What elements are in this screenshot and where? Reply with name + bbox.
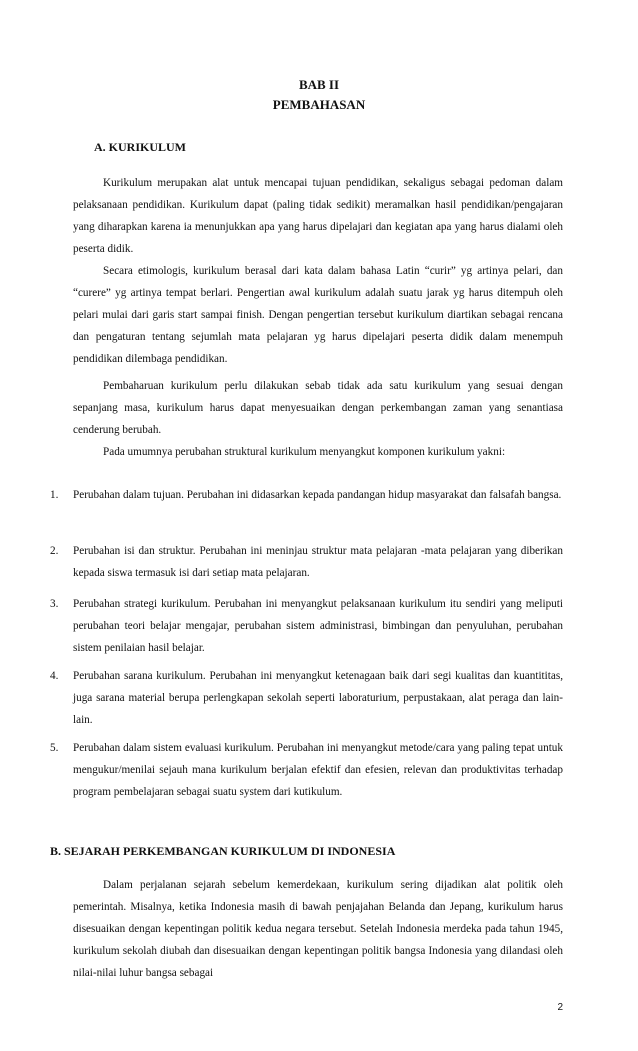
list-number: 3. — [50, 598, 59, 610]
paragraph-5: Dalam perjalanan sejarah sebelum kemerdekaan, kurikulum sering dijadikan alat politik oleh pemerintah. Misalnya, ketika Indonesia masih di bawah penjajahan Belanda dan Jepang, kurikulum harus disesuaikan dengan kepentingan politik kedua negara tersebut. Setelah Indonesia merdeka pada tahun 1945, kurikulum sekolah diubah dan disesuaikan dengan kepentingan politik bangsa Indonesia yang dilandasi oleh nilai-nilai luhur bangsa sebagai — [73, 879, 563, 979]
list-item — [50, 737, 563, 803]
list-item — [50, 593, 563, 659]
list-item — [50, 665, 563, 731]
list-number: 1. — [50, 489, 59, 501]
list-text: Perubahan isi dan struktur. Perubahan ini meninjau struktur mata pelajaran -mata pelajaran yang diberikan kepada siswa termasuk isi dari setiap mata pelajaran. — [73, 545, 563, 579]
paragraph-1: Kurikulum merupakan alat untuk mencapai tujuan pendidikan, sekaligus sebagai pedoman dalam pelaksanaan pendidikan. Kurikulum dapat (paling tidak sedikit) meramalkan hasil pendidikan/pengajaran yang diharapkan karena ia menunjukkan apa yang harus dipelajari dan kegiatan apa yang harus dialami oleh peserta didik. — [73, 177, 563, 255]
list-number: 5. — [50, 742, 59, 754]
list-text: Perubahan sarana kurikulum. Perubahan ini menyangkut ketenagaan baik dari segi kualitas dan kuantititas, juga sarana material berupa perlengkapan sekolah seperti laboraturium, perpustakaan, alat peraga dan lain-lain. — [73, 670, 563, 726]
list-text: Perubahan dalam sistem evaluasi kurikulum. Perubahan ini menyangkut metode/cara yang paling tepat untuk mengukur/menilai sejauh mana kurikulum berjalan efektif dan efesien, relevan dan produktivitas terhadap program pembelajaran sebagai suatu system dari kutikulum. — [73, 742, 563, 798]
list-item — [50, 540, 563, 584]
page-number: 2 — [557, 1002, 563, 1013]
section-b-heading: B. SEJARAH PERKEMBANGAN KURIKULUM DI INDONESIA — [50, 844, 396, 858]
chapter-label: BAB II — [298, 77, 340, 92]
paragraph-2: Secara etimologis, kurikulum berasal dari kata dalam bahasa Latin “curir” yg artinya pelari, dan “curere” yg artinya tempat berlari. Pengertian awal kurikulum adalah suatu jarak yg harus ditempuh oleh pelari mulai dari garis start sampai finish. Dengan pengertian tersebut kurikulum diartikan sebagai rencana dan pengaturan tentang sejumlah mata pelajaran yg harus dipelajari peserta didik dalam menempuh pendidikan dilembaga pendidikan. — [73, 265, 563, 365]
paragraph-3: Pembaharuan kurikulum perlu dilakukan sebab tidak ada satu kurikulum yang sesuai dengan sepanjang masa, kurikulum harus dapat menyesuaikan dengan perkembangan zaman yang senantiasa cenderung berubah. — [73, 380, 563, 436]
list-number: 2. — [50, 545, 59, 557]
section-a-heading: A. KURIKULUM — [94, 140, 186, 154]
list-number: 4. — [50, 670, 59, 682]
list-item — [50, 484, 563, 506]
list-text: Perubahan dalam tujuan. Perubahan ini didasarkan kepada pandangan hidup masyarakat dan falsafah bangsa. — [73, 489, 562, 501]
paragraph-4: Pada umumnya perubahan struktural kurikulum menyangkut komponen kurikulum yakni: — [103, 446, 506, 458]
chapter-title: PEMBAHASAN — [272, 97, 366, 112]
list-text: Perubahan strategi kurikulum. Perubahan ini menyangkut pelaksanaan kurikulum itu sendiri yang meliputi perubahan teori belajar mengajar, perubahan sistem administrasi, bimbingan dan penyuluhan, perubahan sistem penilaian hasil belajar. — [73, 598, 563, 654]
